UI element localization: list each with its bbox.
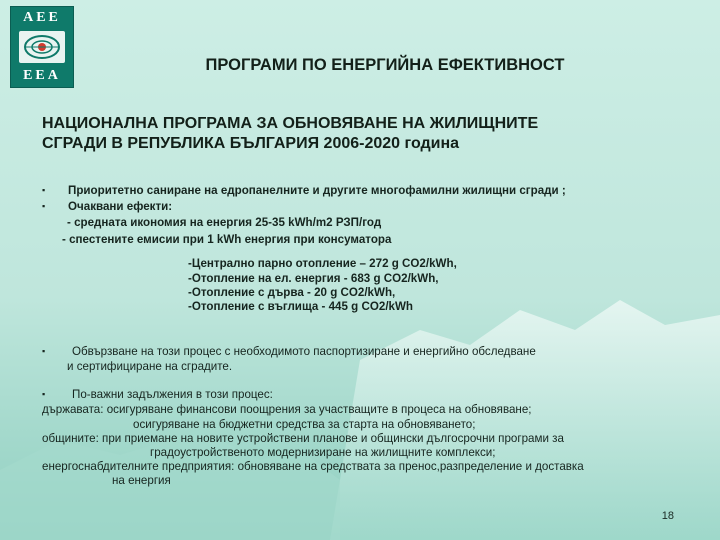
bullet-marker: ▪ — [42, 346, 46, 356]
aee-eea-logo — [10, 6, 74, 88]
bullet-text: По-важни задължения в този процес: — [72, 388, 273, 401]
page-number: 18 — [661, 510, 674, 522]
duty-line: енергоснабдителните предприятия: обновяване на средствата за пренос,разпределение и доставка — [42, 460, 584, 473]
bullet-text: Обвързване на този процес с необходимото паспортизиране и енергийно обследване — [72, 345, 536, 358]
bullet-continuation: и сертифициране на сградите. — [67, 360, 233, 373]
bullet-marker: ▪ — [42, 389, 46, 399]
emission-line: -Централно парно отопление – 272 g CO2/kWh, — [188, 257, 457, 270]
emission-line: -Отопление с въглища - 445 g CO2/kWh — [188, 300, 414, 313]
logo-bottom-text: ΕΕΑ — [23, 68, 61, 83]
effect-line: - спестените емисии при 1 kWh енергия при консуматора — [62, 233, 392, 246]
bullet-text: Приоритетно саниране на едропанелните и другите многофамилни жилищни сгради ; — [68, 184, 566, 197]
bullet-marker: ▪ — [42, 185, 46, 195]
logo-top-text: ΑΕΕ — [23, 10, 61, 25]
duty-line: градоустройственото модернизиране на жилищните комплекси; — [150, 446, 496, 459]
subtitle-line: СГРАДИ В РЕПУБЛИКА БЪЛГАРИЯ 2006-2020 година — [42, 135, 460, 152]
duty-line: държавата: осигуряване финансови поощрения за участващите в процеса на обновяване; — [42, 403, 532, 416]
emission-line: -Отопление на ел. енергия - 683 g CO2/kWh, — [188, 272, 439, 285]
program-subtitle — [42, 114, 662, 154]
subtitle-line: НАЦИОНАЛНА ПРОГРАМА ЗА ОБНОВЯВАНЕ НА ЖИЛИЩНИТЕ — [42, 115, 539, 132]
emission-line: -Отопление с дърва - 20 g CO2/kWh, — [188, 286, 396, 299]
duty-line: на енергия — [112, 474, 171, 487]
page-title: ПРОГРАМИ ПО ЕНЕРГИЙНА ЕФЕКТИВНОСТ — [205, 56, 565, 74]
duty-line: общините: при приемане на новите устройствени планове и общински дългосрочни програми за — [42, 432, 564, 445]
effect-line: - средната икономия на енергия 25-35 kWh/m2 РЗП/год — [67, 216, 382, 229]
bullet-marker: ▪ — [42, 201, 46, 211]
bullet-text: Очаквани ефекти: — [68, 200, 173, 213]
duty-line: осигуряване на бюджетни средства за старта на обновяването; — [133, 418, 476, 431]
